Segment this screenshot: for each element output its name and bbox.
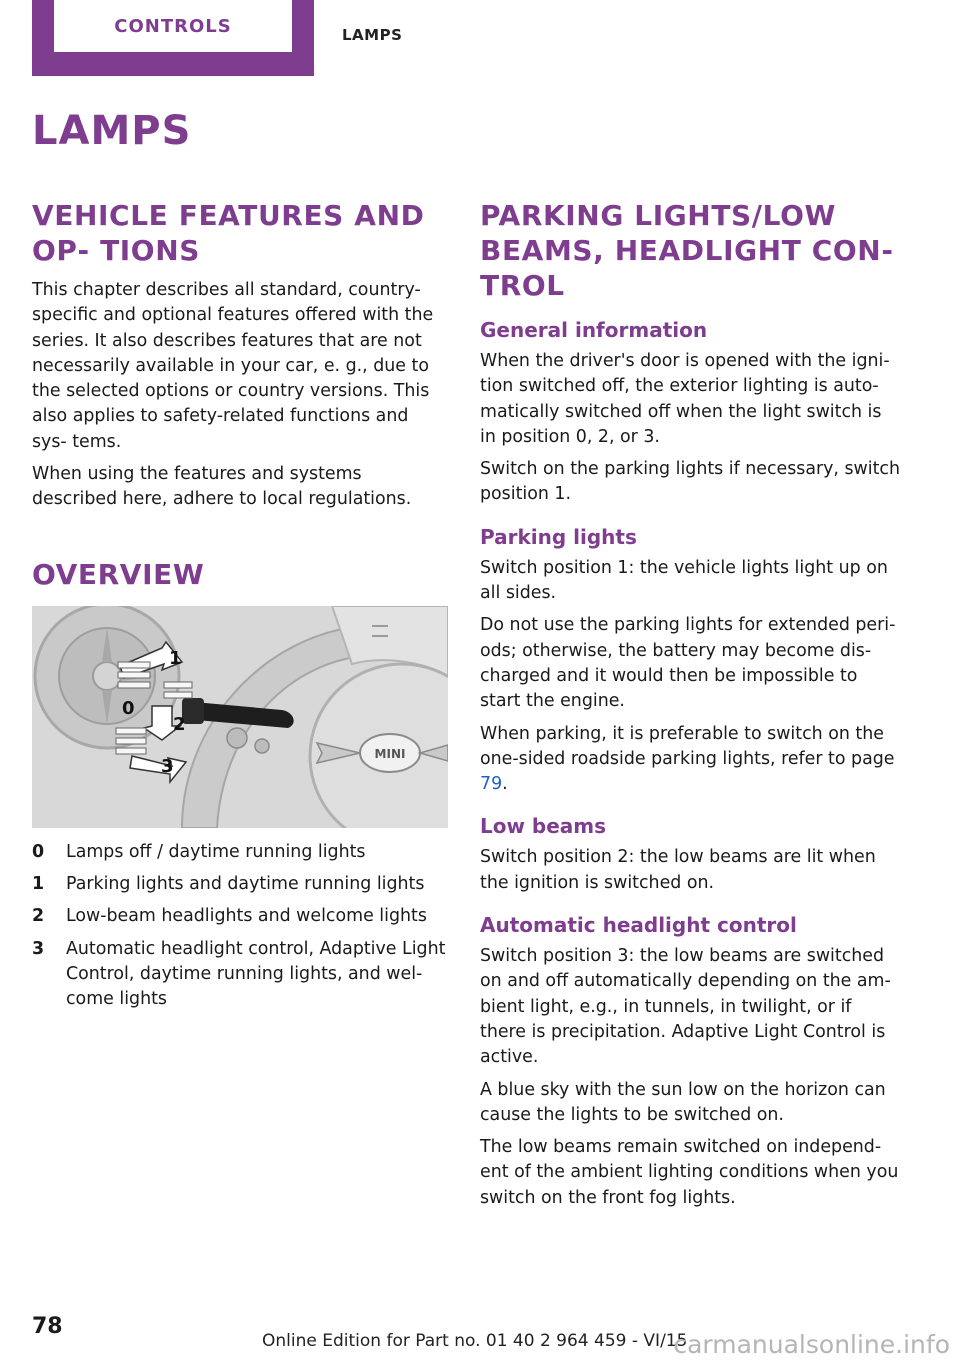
legend-text: Automatic headlight control, Adaptive Light Control, daytime running lights, and wel‐ come lights — [66, 938, 446, 1010]
legend-item — [32, 904, 448, 929]
legend-item — [32, 937, 448, 1013]
page-title: LAMPS — [32, 108, 192, 154]
overview-legend — [32, 840, 448, 1013]
legend-item — [32, 840, 448, 865]
vehicle-features-heading: VEHICLE FEATURES AND OP‐ TIONS — [32, 199, 425, 267]
parking-para3-text: When parking, it is preferable to switch on the one-sided roadside parking lights, refer to page — [480, 723, 895, 769]
general-info-heading: General information — [480, 318, 708, 342]
left-column — [32, 198, 448, 1019]
figure-label-0: 0 — [122, 697, 135, 719]
legend-text: Parking lights and daytime running lights — [66, 873, 425, 894]
auto-headlight-para1: Switch position 3: the low beams are switched on and off automatically depending on the am‐ bient light, e.g., in tunnels, in twilight, or if there is precipitation. Adaptive Light Control is active. — [480, 946, 891, 1068]
general-info-para2: Switch on the parking lights if necessary, switch position 1. — [480, 459, 901, 505]
auto-headlight-para2: A blue sky with the sun low on the horizon can cause the lights to be switched on. — [480, 1079, 886, 1125]
light-switch-figure — [32, 606, 448, 828]
low-beams-heading: Low beams — [480, 814, 607, 839]
figure-label-1: 1 — [169, 647, 182, 669]
parking-lights-heading: PARKING LIGHTS/LOW BEAMS, HEADLIGHT CON‐ TROL — [480, 199, 894, 302]
legend-num: 3 — [32, 938, 45, 959]
legend-num: 0 — [32, 841, 45, 862]
figure-label-2: 2 — [173, 713, 186, 735]
light-switch-illustration — [32, 606, 448, 828]
general-info-para1: When the driver's door is opened with the igni‐ tion switched off, the exterior lighting is auto‐ matically switched off when the light switch is in position 0, 2, or 3. — [480, 351, 890, 447]
chapter-tab-label: CONTROLS — [54, 0, 292, 52]
auto-headlight-para3: The low beams remain switched on independ‐ ent of the ambient lighting conditions when you switch on the front fog lights. — [480, 1137, 899, 1208]
page-number: 78 — [32, 1314, 63, 1339]
mini-logo-text: MINI — [374, 746, 406, 761]
parking-para3 — [480, 722, 900, 798]
legend-item — [32, 872, 448, 897]
right-column — [480, 198, 900, 1218]
page-reference-link[interactable]: 79 — [480, 774, 503, 795]
low-beams-para1: Switch position 2: the low beams are lit when the ignition is switched on. — [480, 847, 876, 893]
legend-text: Lamps off / daytime running lights — [66, 841, 366, 862]
legend-text: Low-beam headlights and welcome lights — [66, 906, 427, 927]
legend-num: 2 — [32, 906, 45, 927]
legend-num: 1 — [32, 873, 45, 894]
watermark: carmanualsonline.info — [673, 1330, 950, 1359]
vehicle-features-para1: This chapter describes all standard, country- specific and optional features offered with the series. It also describes features that are not necessarily available in your car, e. g., due to the selected options or country versions. This also applies to safety-related functions and sys‐ tems. — [32, 280, 434, 452]
overview-heading: OVERVIEW — [32, 557, 205, 591]
section-title: LAMPS — [342, 26, 403, 44]
vehicle-features-para2: When using the features and systems described here, adhere to local regulations. — [32, 464, 412, 510]
parking-para2: Do not use the parking lights for extended peri‐ ods; otherwise, the battery may become dis‐ charged and it would then be impossible to start the engine. — [480, 615, 896, 712]
edition-footer: Online Edition for Part no. 01 40 2 964 459 - VI/15 — [262, 1331, 688, 1351]
figure-label-3: 3 — [161, 755, 174, 777]
parking-para3-end: . — [502, 774, 508, 795]
parking-para1: Switch position 1: the vehicle lights light up on all sides. — [480, 557, 888, 604]
chapter-tab — [32, 0, 314, 76]
auto-headlight-heading: Automatic headlight control — [480, 913, 797, 938]
parking-subheading: Parking lights — [480, 524, 637, 549]
